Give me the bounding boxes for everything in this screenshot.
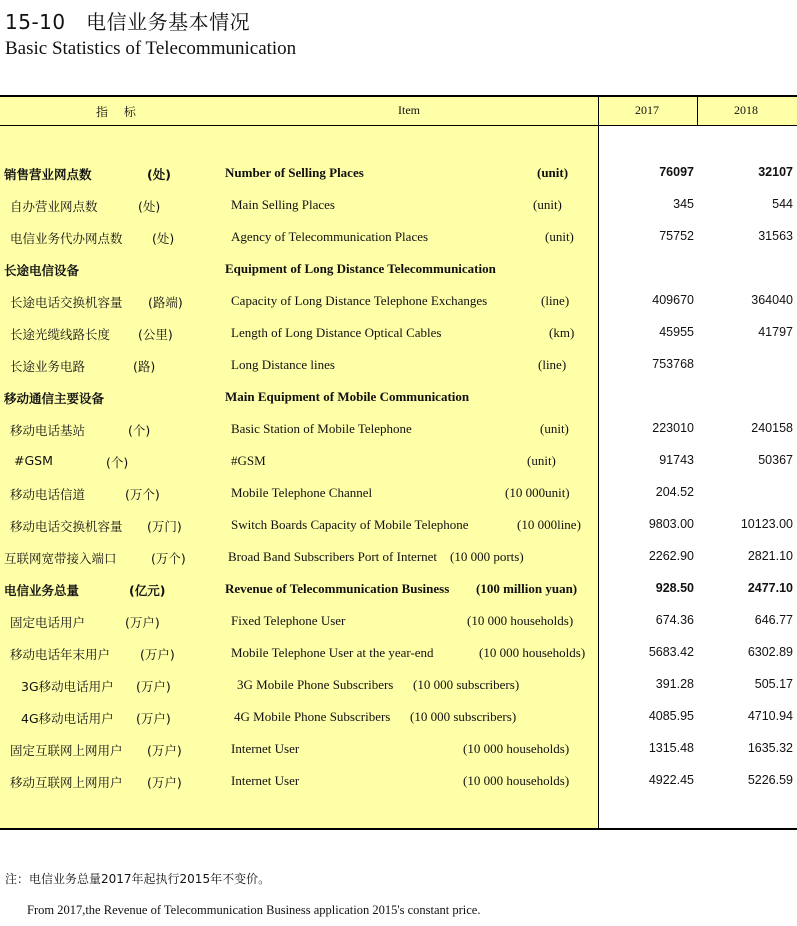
row-label-en: Long Distance lines xyxy=(231,357,335,372)
table-row xyxy=(0,637,797,669)
table-row xyxy=(0,701,797,733)
table-top-rule xyxy=(0,95,797,97)
row-unit-en: (unit) xyxy=(537,165,569,180)
table-row xyxy=(0,605,797,637)
table-row xyxy=(0,317,797,349)
row-label-cn: 长途业务电路 xyxy=(10,359,86,374)
row-label-en: Basic Station of Mobile Telephone xyxy=(231,421,412,436)
row-label-en: Main Selling Places xyxy=(231,197,335,212)
table-row xyxy=(0,669,797,701)
value-2018: 31563 xyxy=(758,229,793,243)
row-label-cn: 固定互联网上网用户 xyxy=(10,743,123,758)
row-unit-cn: (万户) xyxy=(140,647,175,662)
row-unit-en: (unit) xyxy=(527,453,556,468)
table-row xyxy=(0,541,797,573)
value-2017: 9803.00 xyxy=(648,517,694,531)
value-2018: 10123.00 xyxy=(740,517,793,531)
row-unit-en: (10 000 households) xyxy=(479,645,586,660)
row-unit-en: (10 000 households) xyxy=(463,741,570,756)
value-2017: 204.52 xyxy=(655,485,694,499)
value-2017: 1315.48 xyxy=(648,741,694,755)
value-2018: 6302.89 xyxy=(747,645,793,659)
value-2017: 4922.45 xyxy=(648,773,694,787)
row-label-cn: 长途电信设备 xyxy=(4,263,80,278)
row-label-en: Main Equipment of Mobile Communication xyxy=(225,389,470,404)
value-2018: 32107 xyxy=(758,165,793,179)
row-unit-en: (line) xyxy=(538,357,567,372)
row-unit-cn: (路端) xyxy=(148,295,183,310)
row-unit-cn: (处) xyxy=(147,167,171,182)
value-2018: 1635.32 xyxy=(747,741,793,755)
row-label-en: Number of Selling Places xyxy=(225,165,364,180)
row-unit-cn: (处) xyxy=(138,199,161,214)
value-2018: 646.77 xyxy=(754,613,793,627)
row-label-en: Capacity of Long Distance Telephone Exchanges xyxy=(231,293,488,308)
table-row xyxy=(0,733,797,765)
row-label-cn: 电信业务总量 xyxy=(4,583,80,598)
row-label-en: Internet User xyxy=(231,773,300,788)
row-unit-cn: (万户) xyxy=(147,775,182,790)
row-unit-en: (10 000unit) xyxy=(505,485,570,500)
table-row xyxy=(0,765,797,797)
row-label-cn: 互联网宽带接入端口 xyxy=(4,551,117,566)
table-row xyxy=(0,509,797,541)
row-label-en: 3G Mobile Phone Subscribers xyxy=(237,677,394,692)
header-indicator: 指 标 xyxy=(96,105,142,119)
footnote-cn: 注：电信业务总量2017年起执行2015年不变价。 xyxy=(5,872,271,886)
row-unit-cn: (万个) xyxy=(125,487,160,502)
table-row xyxy=(0,157,797,189)
row-unit-en: (km) xyxy=(549,325,575,340)
row-unit-cn: (路) xyxy=(133,359,156,374)
value-2017: 409670 xyxy=(652,293,694,307)
table-row xyxy=(0,445,797,477)
row-unit-en: (10 000 subscribers) xyxy=(413,677,520,692)
row-label-cn: 移动通信主要设备 xyxy=(4,391,105,406)
value-2018: 2821.10 xyxy=(747,549,793,563)
row-label-cn: 移动电话年末用户 xyxy=(10,647,111,662)
row-label-en: Broad Band Subscribers Port of Internet xyxy=(228,549,438,564)
header-item: Item xyxy=(398,103,420,117)
value-2018: 5226.59 xyxy=(747,773,793,787)
table-row xyxy=(0,253,797,285)
row-label-cn: 长途电话交换机容量 xyxy=(10,295,123,310)
row-label-en: Switch Boards Capacity of Mobile Telephone xyxy=(231,517,469,532)
table-header-rule xyxy=(0,125,797,126)
row-label-en: 4G Mobile Phone Subscribers xyxy=(234,709,391,724)
row-unit-en: (10 000line) xyxy=(517,517,581,532)
row-label-cn: #GSM xyxy=(14,453,53,468)
row-unit-cn: (亿元) xyxy=(129,583,166,598)
row-unit-cn: (万门) xyxy=(147,519,182,534)
row-label-cn: 移动电话信道 xyxy=(10,487,86,502)
row-unit-cn: (万户) xyxy=(125,615,160,630)
row-label-cn: 4G移动电话用户 xyxy=(21,711,114,726)
row-label-cn: 长途光缆线路长度 xyxy=(10,327,111,342)
value-2017: 5683.42 xyxy=(648,645,694,659)
table-row xyxy=(0,349,797,381)
row-unit-en: (unit) xyxy=(540,421,569,436)
row-unit-en: (unit) xyxy=(533,197,562,212)
value-2017: 4085.95 xyxy=(648,709,694,723)
table-row xyxy=(0,573,797,605)
row-unit-en: (10 000 subscribers) xyxy=(410,709,517,724)
row-label-en: Length of Long Distance Optical Cables xyxy=(231,325,442,340)
row-unit-cn: (处) xyxy=(152,231,175,246)
row-label-cn: 移动电话交换机容量 xyxy=(10,519,123,534)
value-2018: 240158 xyxy=(751,421,793,435)
table-row xyxy=(0,221,797,253)
table-row xyxy=(0,285,797,317)
value-2018: 2477.10 xyxy=(747,581,793,595)
row-unit-en: (10 000 households) xyxy=(467,613,574,628)
row-label-en: Agency of Telecommunication Places xyxy=(231,229,429,244)
row-label-cn: 电信业务代办网点数 xyxy=(10,231,123,246)
value-2017: 2262.90 xyxy=(648,549,694,563)
row-unit-cn: (万个) xyxy=(151,551,186,566)
row-label-cn: 移动互联网上网用户 xyxy=(10,775,123,790)
row-label-en: Mobile Telephone Channel xyxy=(231,485,373,500)
value-2017: 223010 xyxy=(652,421,694,435)
value-2017: 753768 xyxy=(652,357,694,371)
value-2017: 91743 xyxy=(659,453,694,467)
row-label-cn: 移动电话基站 xyxy=(10,423,86,438)
value-2018: 4710.94 xyxy=(747,709,793,723)
row-unit-en: (unit) xyxy=(545,229,574,244)
page-subtitle: Basic Statistics of Telecommunication xyxy=(5,38,297,59)
table-row xyxy=(0,477,797,509)
row-unit-cn: (万户) xyxy=(136,679,171,694)
value-2017: 45955 xyxy=(659,325,694,339)
row-label-en: Fixed Telephone User xyxy=(231,613,346,628)
value-2017: 928.50 xyxy=(655,581,694,595)
row-unit-en: (10 000 ports) xyxy=(450,549,524,564)
row-unit-cn: (个) xyxy=(106,455,129,470)
row-unit-cn: (万户) xyxy=(136,711,171,726)
value-2018: 41797 xyxy=(758,325,793,339)
row-unit-en: (100 million yuan) xyxy=(476,581,578,596)
row-label-cn: 固定电话用户 xyxy=(10,615,86,630)
table-row xyxy=(0,381,797,413)
row-unit-cn: (万户) xyxy=(147,743,182,758)
value-2017: 76097 xyxy=(659,165,694,179)
row-label-cn: 3G移动电话用户 xyxy=(21,679,114,694)
table-bottom-rule xyxy=(0,828,797,830)
value-2017: 391.28 xyxy=(655,677,694,691)
value-2017: 75752 xyxy=(659,229,694,243)
value-2018: 544 xyxy=(772,197,793,211)
header-year-2018: 2018 xyxy=(734,103,758,117)
value-2018: 505.17 xyxy=(754,677,793,691)
row-unit-en: (10 000 households) xyxy=(463,773,570,788)
page-title: 15-10 电信业务基本情况 xyxy=(5,10,251,34)
row-label-en: Revenue of Telecommunication Business xyxy=(225,581,450,596)
row-unit-cn: (个) xyxy=(128,423,151,438)
row-unit-cn: (公里) xyxy=(138,327,173,342)
header-divider xyxy=(697,95,698,125)
row-label-en: Mobile Telephone User at the year-end xyxy=(231,645,434,660)
row-label-en: #GSM xyxy=(231,453,266,468)
header-year-2017: 2017 xyxy=(635,103,659,117)
row-label-cn: 自办营业网点数 xyxy=(10,199,98,214)
statistics-table xyxy=(0,95,797,830)
value-2017: 345 xyxy=(673,197,694,211)
value-2017: 674.36 xyxy=(655,613,694,627)
table-row xyxy=(0,413,797,445)
value-2018: 364040 xyxy=(751,293,793,307)
table-row xyxy=(0,189,797,221)
row-label-en: Equipment of Long Distance Telecommunication xyxy=(225,261,496,276)
row-unit-en: (line) xyxy=(541,293,570,308)
row-label-en: Internet User xyxy=(231,741,300,756)
row-label-cn: 销售营业网点数 xyxy=(4,167,92,182)
footnote-en: From 2017,the Revenue of Telecommunication Business application 2015's constant price. xyxy=(27,903,481,917)
value-2018: 50367 xyxy=(758,453,793,467)
